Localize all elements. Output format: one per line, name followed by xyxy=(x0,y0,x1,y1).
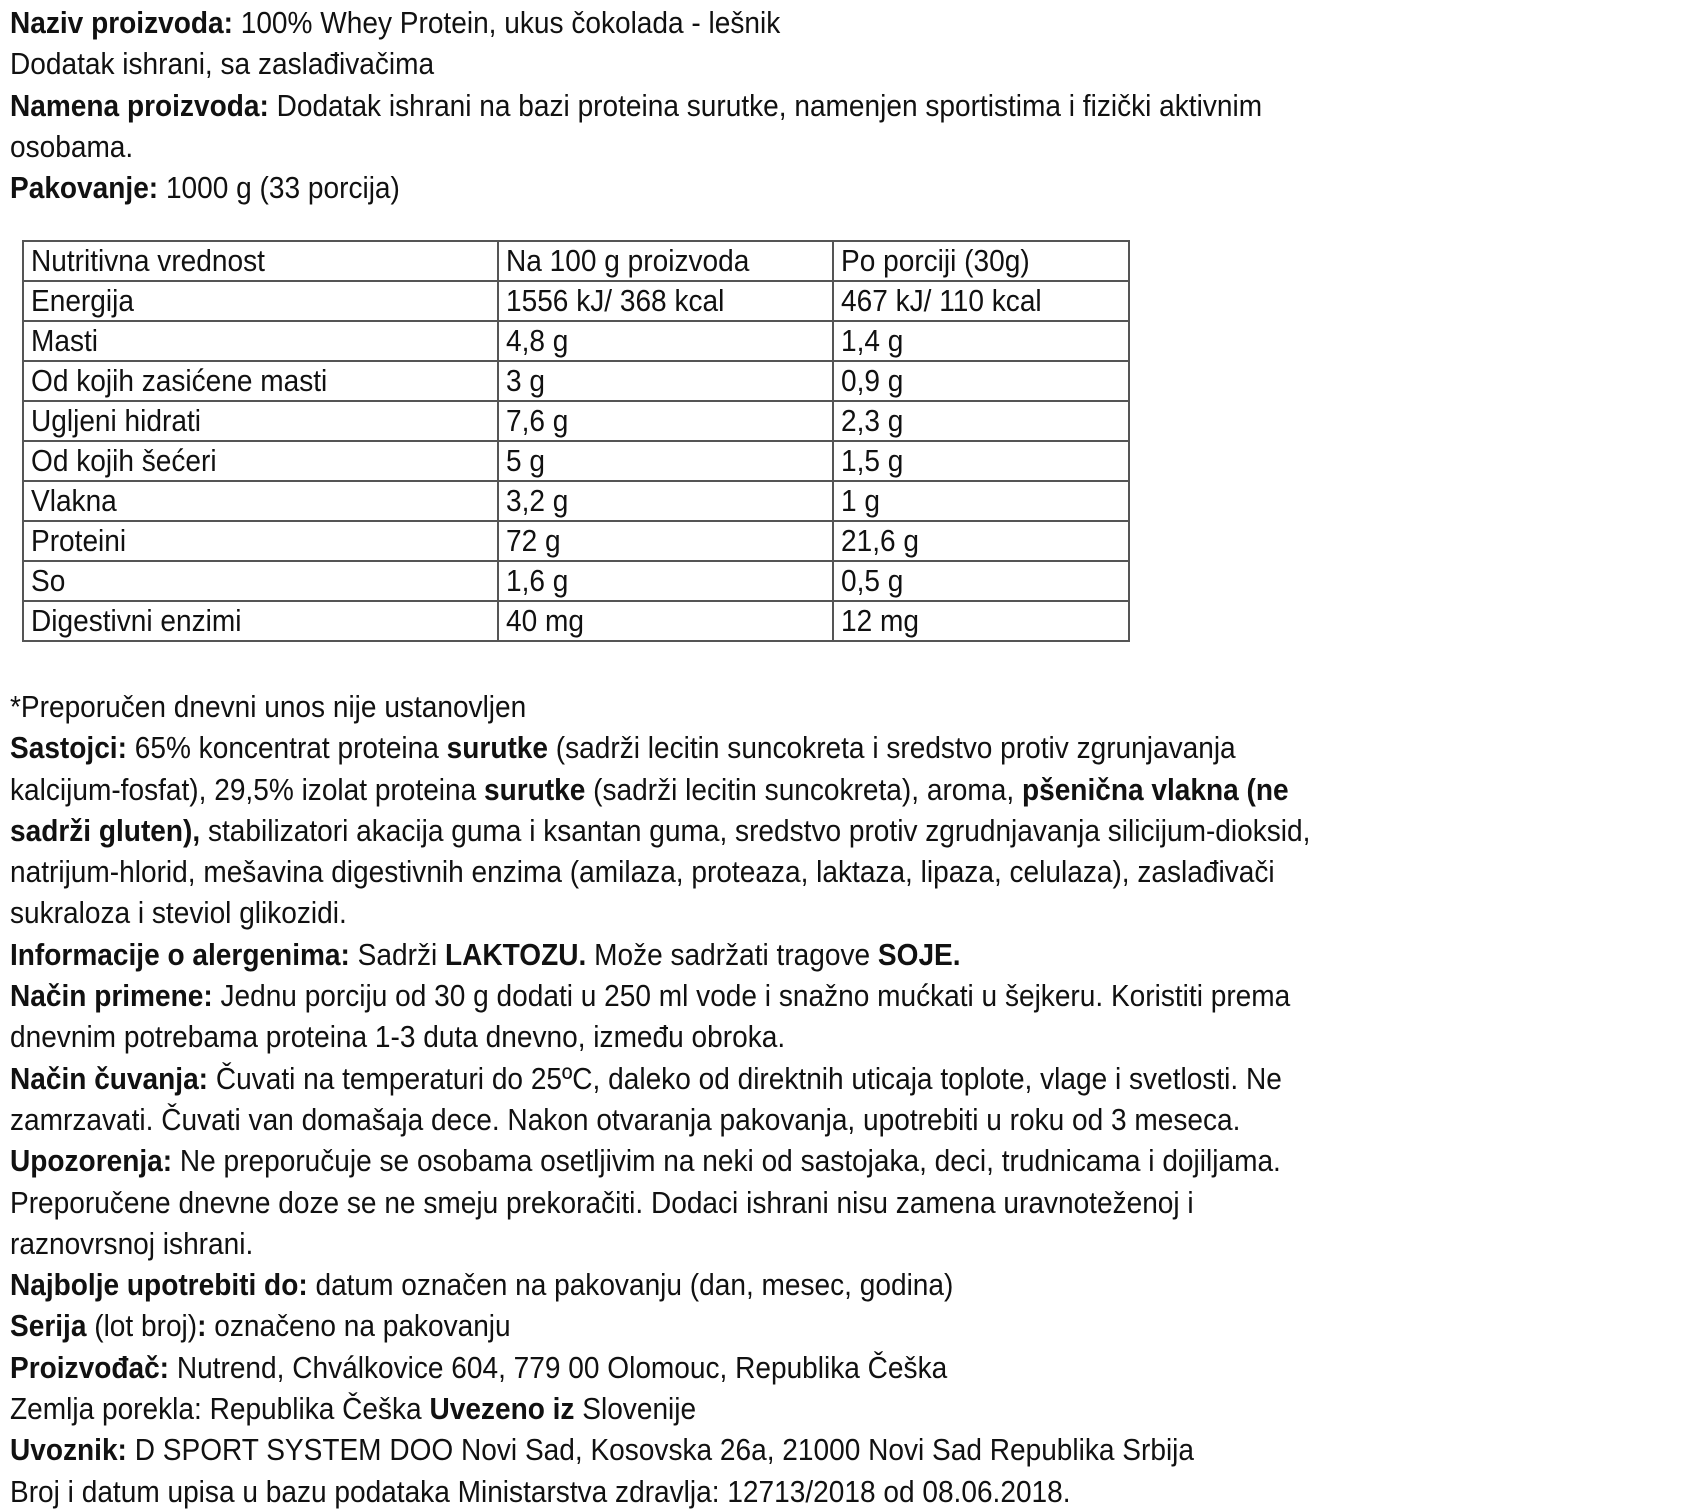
storage-line-1: Način čuvanja: Čuvati na temperaturi do 25ºC, daleko od direktnih uticaja toplote, vlage i svetlosti. Ne xyxy=(10,1060,1282,1096)
per-100g-cell: 1,6 g xyxy=(498,561,833,601)
per-serving-cell: 1,5 g xyxy=(833,441,1129,481)
usage-label: Način primene: xyxy=(10,978,213,1014)
ingredients-label: Sastojci: xyxy=(10,730,127,766)
best-before-line: Najbolje upotrebiti do: datum označen na pakovanju (dan, mesec, godina) xyxy=(10,1267,954,1303)
storage-label: Način čuvanja: xyxy=(10,1060,209,1096)
daily-intake-note: *Preporučen dnevni unos nije ustanovljen xyxy=(10,689,527,724)
per-100g-cell: 5 g xyxy=(498,441,833,481)
packaging-line xyxy=(10,167,1262,208)
table-row xyxy=(23,481,1129,521)
per-serving-cell: 2,3 g xyxy=(833,401,1129,441)
per-100g-cell: 3 g xyxy=(498,361,833,401)
manufacturer-line: Proizvođač: Nutrend, Chválkovice 604, 779 00 Olomouc, Republika Češka xyxy=(10,1349,948,1385)
packaging-label: Pakovanje: xyxy=(10,170,159,206)
per-100g-cell: 7,6 g xyxy=(498,401,833,441)
per-100g-cell: 4,8 g xyxy=(498,321,833,361)
warnings-label: Upozorenja: xyxy=(10,1143,173,1179)
product-purpose-line xyxy=(10,85,1262,126)
manufacturer-label: Proizvođač: xyxy=(10,1349,170,1385)
nutrient-name-cell: Od kojih zasićene masti xyxy=(23,361,498,401)
table-row xyxy=(23,561,1129,601)
registration-line: Broj i datum upisa u bazu podataka Ministarstva zdravlja: 12713/2018 od 08.06.2018. xyxy=(10,1473,1071,1509)
best-before-label: Najbolje upotrebiti do: xyxy=(10,1267,308,1303)
table-row xyxy=(23,401,1129,441)
importer-line: Uvoznik: D SPORT SYSTEM DOO Novi Sad, Kosovska 26a, 21000 Novi Sad Republika Srbija xyxy=(10,1432,1195,1468)
product-category: Dodatak ishrani, sa zaslađivačima xyxy=(10,46,435,82)
per-100g-cell: 1556 kJ/ 368 kcal xyxy=(498,281,833,321)
table-row xyxy=(23,321,1129,361)
table-row xyxy=(23,281,1129,321)
header-cell: Nutritivna vrednost xyxy=(23,241,498,281)
per-serving-cell: 21,6 g xyxy=(833,521,1129,561)
table-row xyxy=(23,521,1129,561)
warnings-line-1: Upozorenja: Ne preporučuje se osobama osetljivim na neki od sastojaka, deci, trudnicama i dojiljama. xyxy=(10,1143,1281,1179)
product-name-label: Naziv proizvoda: xyxy=(10,5,233,40)
ingredients-line-3: sadrži gluten), stabilizatori akacija guma i ksantan guma, sredstvo protiv zgrudnjavanja silicijum-dioksid, xyxy=(10,812,1311,848)
per-serving-cell: 0,5 g xyxy=(833,561,1129,601)
nutrient-name-cell: Ugljeni hidrati xyxy=(23,401,498,441)
per-100g-cell: 40 mg xyxy=(498,601,833,641)
per-serving-cell: 467 kJ/ 110 kcal xyxy=(833,281,1129,321)
ingredients-line-5: sukraloza i steviol glikozidi. xyxy=(10,895,347,931)
nutrient-name-cell: Masti xyxy=(23,321,498,361)
product-details xyxy=(10,686,1447,1512)
per-100g-cell: 3,2 g xyxy=(498,481,833,521)
nutrient-name-cell: So xyxy=(23,561,498,601)
warnings-line-3: raznovrsnoj ishrani. xyxy=(10,1225,254,1261)
product-purpose-label: Namena proizvoda: xyxy=(10,87,269,123)
allergens-label: Informacije o alergenima: xyxy=(10,936,350,972)
nutrient-name-cell: Proteini xyxy=(23,521,498,561)
usage-line-2: dnevnim potrebama proteina 1-3 duta dnevno, između obroka. xyxy=(10,1019,786,1055)
table-header-row xyxy=(23,241,1129,281)
per-100g-cell: 72 g xyxy=(498,521,833,561)
lot-label: Serija xyxy=(10,1308,87,1344)
warnings-line-2: Preporučene dnevne doze se ne smeju prekoračiti. Dodaci ishrani nisu zamena uravnoteženoj i xyxy=(10,1184,1194,1220)
lot-line: Serija (lot broj): označeno na pakovanju xyxy=(10,1308,511,1344)
product-header xyxy=(10,2,1394,208)
per-serving-cell: 0,9 g xyxy=(833,361,1129,401)
ingredients-line-1: Sastojci: 65% koncentrat proteina surutke (sadrži lecitin suncokreta i sredstvo protiv zgrunjavanja xyxy=(10,730,1236,766)
nutrient-name-cell: Od kojih šećeri xyxy=(23,441,498,481)
table-row xyxy=(23,601,1129,641)
per-serving-cell: 1 g xyxy=(833,481,1129,521)
table-row xyxy=(23,361,1129,401)
packaging-value: 1000 g (33 porcija) xyxy=(158,170,400,206)
product-name-value: 100% Whey Protein, ukus čokolada - lešnik xyxy=(232,5,781,40)
nutrition-table xyxy=(22,240,1130,642)
storage-line-2: zamrzavati. Čuvati van domašaja dece. Nakon otvaranja pakovanja, upotrebiti u roku od 3 meseca. xyxy=(10,1101,1241,1137)
table-row xyxy=(23,441,1129,481)
per-serving-cell: 12 mg xyxy=(833,601,1129,641)
header-cell: Na 100 g proizvoda xyxy=(498,241,833,281)
allergens-line: Informacije o alergenima: Sadrži LAKTOZU. Može sadržati tragove SOJE. xyxy=(10,936,961,972)
product-name-line xyxy=(10,2,1262,43)
usage-line-1: Način primene: Jednu porciju od 30 g dodati u 250 ml vode i snažno mućkati u šejkeru. Koristiti prema xyxy=(10,978,1291,1014)
product-purpose-value-cont: osobama. xyxy=(10,128,134,164)
ingredients-line-2: kalcijum-fosfat), 29,5% izolat proteina surutke (sadrži lecitin suncokreta), aroma, pšenična vlakna (ne xyxy=(10,771,1289,807)
per-serving-cell: 1,4 g xyxy=(833,321,1129,361)
ingredients-line-4: natrijum-hlorid, mešavina digestivnih enzima (amilaza, proteaza, laktaza, lipaza, celulaza), zaslađivači xyxy=(10,854,1275,890)
product-purpose-value: Dodatak ishrani na bazi proteina surutke, namenjen sportistima i fizički aktivnim xyxy=(268,87,1263,123)
nutrition-table-wrapper xyxy=(22,240,1130,642)
importer-label: Uvoznik: xyxy=(10,1432,127,1468)
header-cell: Po porciji (30g) xyxy=(833,241,1129,281)
origin-line: Zemlja porekla: Republika Češka Uvezeno iz Slovenije xyxy=(10,1391,697,1427)
nutrient-name-cell: Digestivni enzimi xyxy=(23,601,498,641)
nutrient-name-cell: Vlakna xyxy=(23,481,498,521)
nutrient-name-cell: Energija xyxy=(23,281,498,321)
